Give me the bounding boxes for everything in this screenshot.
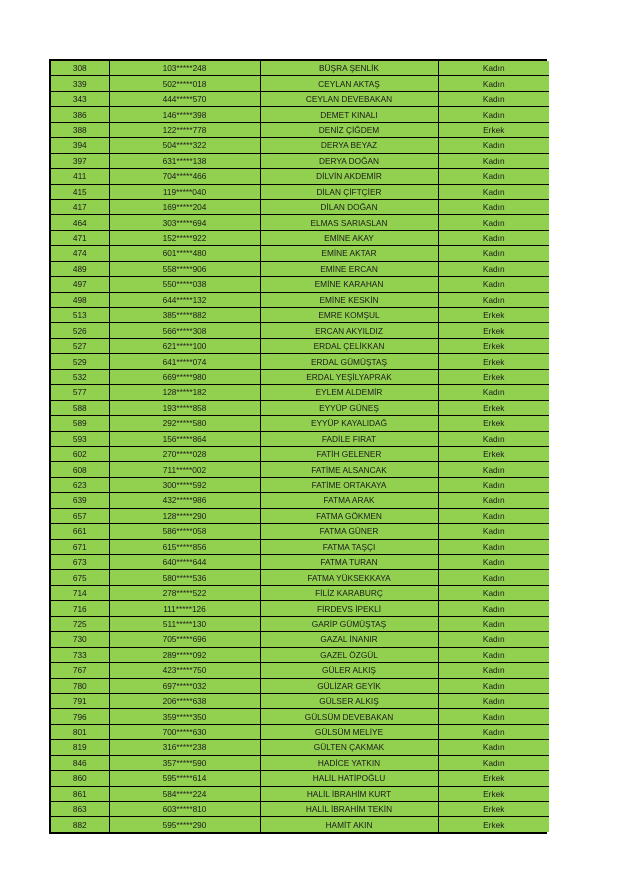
cell-id-number: 206*****638	[109, 693, 260, 708]
cell-full-name: FATMA YÜKSEKKAYA	[260, 570, 438, 585]
cell-gender: Kadın	[438, 508, 549, 523]
table-row	[51, 678, 549, 693]
table-row	[51, 369, 549, 384]
cell-gender: Kadın	[438, 601, 549, 616]
cell-full-name: FATMA GÖKMEN	[260, 508, 438, 523]
cell-id-number: 193*****858	[109, 400, 260, 415]
cell-full-name: FİLİZ KARABURÇ	[260, 585, 438, 600]
cell-row-number: 397	[51, 153, 109, 168]
cell-id-number: 146*****398	[109, 107, 260, 122]
cell-gender: Kadın	[438, 539, 549, 554]
cell-full-name: EMİNE KARAHAN	[260, 277, 438, 292]
cell-gender: Kadın	[438, 693, 549, 708]
table-row	[51, 153, 549, 168]
table-row	[51, 354, 549, 369]
cell-full-name: GÜLSÜM DEVEBAKAN	[260, 709, 438, 724]
cell-row-number: 846	[51, 755, 109, 770]
cell-row-number: 415	[51, 184, 109, 199]
cell-full-name: HALİL HATİPOĞLU	[260, 771, 438, 786]
cell-row-number: 308	[51, 61, 109, 76]
table-row	[51, 740, 549, 755]
table-row	[51, 539, 549, 554]
table-row	[51, 462, 549, 477]
table-row	[51, 493, 549, 508]
cell-full-name: FİRDEVS İPEKLİ	[260, 601, 438, 616]
cell-id-number: 603*****810	[109, 802, 260, 817]
table-row	[51, 431, 549, 446]
cell-gender: Erkek	[438, 802, 549, 817]
cell-full-name: ERDAL GÜMÜŞTAŞ	[260, 354, 438, 369]
table-row	[51, 693, 549, 708]
cell-id-number: 700*****630	[109, 724, 260, 739]
cell-id-number: 641*****074	[109, 354, 260, 369]
participant-table	[49, 59, 547, 834]
cell-gender: Kadın	[438, 724, 549, 739]
table-row	[51, 817, 549, 832]
cell-gender: Kadın	[438, 585, 549, 600]
cell-row-number: 733	[51, 647, 109, 662]
table-row	[51, 446, 549, 461]
cell-gender: Kadın	[438, 740, 549, 755]
cell-gender: Kadın	[438, 76, 549, 91]
cell-full-name: FATMA TAŞÇI	[260, 539, 438, 554]
cell-gender: Erkek	[438, 817, 549, 832]
cell-gender: Erkek	[438, 786, 549, 801]
cell-row-number: 767	[51, 663, 109, 678]
cell-row-number: 661	[51, 524, 109, 539]
cell-id-number: 152*****922	[109, 230, 260, 245]
cell-id-number: 300*****592	[109, 477, 260, 492]
cell-id-number: 704*****466	[109, 169, 260, 184]
cell-full-name: GÜLTEN ÇAKMAK	[260, 740, 438, 755]
table-row	[51, 138, 549, 153]
cell-row-number: 796	[51, 709, 109, 724]
table-row	[51, 477, 549, 492]
cell-row-number: 801	[51, 724, 109, 739]
cell-gender: Kadın	[438, 477, 549, 492]
cell-gender: Kadın	[438, 261, 549, 276]
table-row	[51, 647, 549, 662]
table-row	[51, 277, 549, 292]
cell-row-number: 882	[51, 817, 109, 832]
cell-id-number: 359*****350	[109, 709, 260, 724]
cell-full-name: ERDAL ÇELİKKAN	[260, 338, 438, 353]
cell-full-name: HADİCE YATKIN	[260, 755, 438, 770]
table-row	[51, 61, 549, 76]
cell-row-number: 474	[51, 246, 109, 261]
cell-gender: Kadın	[438, 462, 549, 477]
cell-full-name: ERDAL YEŞİLYAPRAK	[260, 369, 438, 384]
cell-id-number: 705*****696	[109, 632, 260, 647]
table-row	[51, 508, 549, 523]
cell-row-number: 639	[51, 493, 109, 508]
cell-gender: Kadın	[438, 246, 549, 261]
cell-full-name: FATİME ALSANCAK	[260, 462, 438, 477]
table-row	[51, 323, 549, 338]
cell-full-name: CEYLAN AKTAŞ	[260, 76, 438, 91]
cell-gender: Kadın	[438, 647, 549, 662]
cell-gender: Kadın	[438, 230, 549, 245]
table-row	[51, 570, 549, 585]
cell-row-number: 532	[51, 369, 109, 384]
cell-full-name: EMİNE ERCAN	[260, 261, 438, 276]
cell-id-number: 270*****028	[109, 446, 260, 461]
cell-gender: Kadın	[438, 91, 549, 106]
cell-gender: Erkek	[438, 308, 549, 323]
cell-id-number: 550*****038	[109, 277, 260, 292]
cell-row-number: 411	[51, 169, 109, 184]
cell-full-name: ERCAN AKYILDIZ	[260, 323, 438, 338]
cell-row-number: 527	[51, 338, 109, 353]
cell-row-number: 497	[51, 277, 109, 292]
cell-id-number: 128*****182	[109, 385, 260, 400]
cell-gender: Kadın	[438, 524, 549, 539]
table-row	[51, 261, 549, 276]
cell-full-name: FADİLE FIRAT	[260, 431, 438, 446]
cell-id-number: 385*****882	[109, 308, 260, 323]
cell-gender: Kadın	[438, 570, 549, 585]
cell-row-number: 623	[51, 477, 109, 492]
cell-full-name: EMİNE AKTAR	[260, 246, 438, 261]
cell-id-number: 697*****032	[109, 678, 260, 693]
cell-full-name: DİLVİN AKDEMİR	[260, 169, 438, 184]
cell-row-number: 529	[51, 354, 109, 369]
cell-row-number: 730	[51, 632, 109, 647]
table-row	[51, 338, 549, 353]
cell-full-name: FATMA ARAK	[260, 493, 438, 508]
cell-gender: Erkek	[438, 400, 549, 415]
cell-id-number: 558*****906	[109, 261, 260, 276]
cell-row-number: 339	[51, 76, 109, 91]
cell-full-name: DEMET KINALI	[260, 107, 438, 122]
cell-id-number: 156*****864	[109, 431, 260, 446]
cell-row-number: 714	[51, 585, 109, 600]
cell-full-name: DENİZ ÇİĞDEM	[260, 122, 438, 137]
table-row	[51, 632, 549, 647]
cell-row-number: 780	[51, 678, 109, 693]
cell-full-name: DERYA DOĞAN	[260, 153, 438, 168]
cell-full-name: EMİNE AKAY	[260, 230, 438, 245]
cell-gender: Kadın	[438, 663, 549, 678]
cell-row-number: 671	[51, 539, 109, 554]
cell-gender: Erkek	[438, 122, 549, 137]
cell-gender: Kadın	[438, 277, 549, 292]
table-row	[51, 199, 549, 214]
cell-row-number: 343	[51, 91, 109, 106]
cell-row-number: 388	[51, 122, 109, 137]
cell-row-number: 675	[51, 570, 109, 585]
cell-gender: Erkek	[438, 338, 549, 353]
table-row	[51, 416, 549, 431]
cell-gender: Erkek	[438, 446, 549, 461]
table-row	[51, 184, 549, 199]
cell-row-number: 716	[51, 601, 109, 616]
cell-id-number: 423*****750	[109, 663, 260, 678]
cell-id-number: 103*****248	[109, 61, 260, 76]
cell-row-number: 593	[51, 431, 109, 446]
cell-gender: Kadın	[438, 153, 549, 168]
cell-full-name: EYLEM ALDEMİR	[260, 385, 438, 400]
cell-id-number: 580*****536	[109, 570, 260, 585]
cell-full-name: GÜLİZAR GEYİK	[260, 678, 438, 693]
cell-id-number: 502*****018	[109, 76, 260, 91]
table-row	[51, 385, 549, 400]
cell-row-number: 588	[51, 400, 109, 415]
cell-id-number: 303*****694	[109, 215, 260, 230]
cell-full-name: EMRE KOMŞUL	[260, 308, 438, 323]
cell-gender: Kadın	[438, 292, 549, 307]
table-row	[51, 585, 549, 600]
cell-gender: Kadın	[438, 709, 549, 724]
table-body	[51, 61, 549, 832]
cell-id-number: 601*****480	[109, 246, 260, 261]
cell-id-number: 119*****040	[109, 184, 260, 199]
cell-full-name: FATİME ORTAKAYA	[260, 477, 438, 492]
cell-full-name: CEYLAN DEVEBAKAN	[260, 91, 438, 106]
cell-id-number: 669*****980	[109, 369, 260, 384]
cell-id-number: 595*****290	[109, 817, 260, 832]
cell-full-name: GÜLSÜM MELİYE	[260, 724, 438, 739]
cell-id-number: 278*****522	[109, 585, 260, 600]
table-row	[51, 709, 549, 724]
table-row	[51, 76, 549, 91]
cell-full-name: EMİNE KESKİN	[260, 292, 438, 307]
cell-full-name: HALİL İBRAHİM TEKİN	[260, 802, 438, 817]
table-row	[51, 524, 549, 539]
cell-id-number: 595*****614	[109, 771, 260, 786]
cell-full-name: HAMİT AKIN	[260, 817, 438, 832]
cell-gender: Kadın	[438, 431, 549, 446]
cell-id-number: 511*****130	[109, 616, 260, 631]
cell-gender: Erkek	[438, 323, 549, 338]
cell-row-number: 791	[51, 693, 109, 708]
cell-row-number: 861	[51, 786, 109, 801]
table-row	[51, 292, 549, 307]
cell-row-number: 657	[51, 508, 109, 523]
cell-id-number: 122*****778	[109, 122, 260, 137]
cell-full-name: GÜLSER ALKIŞ	[260, 693, 438, 708]
table-row	[51, 246, 549, 261]
table-row	[51, 601, 549, 616]
table-row	[51, 786, 549, 801]
cell-gender: Kadın	[438, 138, 549, 153]
cell-gender: Kadın	[438, 385, 549, 400]
cell-id-number: 111*****126	[109, 601, 260, 616]
cell-gender: Kadın	[438, 169, 549, 184]
cell-row-number: 498	[51, 292, 109, 307]
cell-row-number: 417	[51, 199, 109, 214]
cell-gender: Erkek	[438, 416, 549, 431]
cell-full-name: DERYA BEYAZ	[260, 138, 438, 153]
cell-full-name: GAZAL İNANIR	[260, 632, 438, 647]
cell-id-number: 711*****002	[109, 462, 260, 477]
cell-full-name: FATİH GELENER	[260, 446, 438, 461]
cell-full-name: ELMAS SARIASLAN	[260, 215, 438, 230]
cell-full-name: EYYÜP GÜNEŞ	[260, 400, 438, 415]
cell-id-number: 169*****204	[109, 199, 260, 214]
cell-gender: Erkek	[438, 354, 549, 369]
cell-id-number: 316*****238	[109, 740, 260, 755]
cell-row-number: 819	[51, 740, 109, 755]
table-row	[51, 107, 549, 122]
cell-row-number: 673	[51, 555, 109, 570]
cell-gender: Kadın	[438, 61, 549, 76]
table-row	[51, 122, 549, 137]
table-row	[51, 771, 549, 786]
cell-row-number: 577	[51, 385, 109, 400]
cell-id-number: 357*****590	[109, 755, 260, 770]
cell-row-number: 489	[51, 261, 109, 276]
cell-id-number: 640*****644	[109, 555, 260, 570]
cell-row-number: 526	[51, 323, 109, 338]
cell-row-number: 589	[51, 416, 109, 431]
cell-gender: Kadın	[438, 215, 549, 230]
cell-full-name: GÜLER ALKIŞ	[260, 663, 438, 678]
cell-id-number: 586*****058	[109, 524, 260, 539]
cell-id-number: 128*****290	[109, 508, 260, 523]
cell-id-number: 631*****138	[109, 153, 260, 168]
cell-row-number: 602	[51, 446, 109, 461]
cell-full-name: HALİL İBRAHİM KURT	[260, 786, 438, 801]
cell-gender: Kadın	[438, 199, 549, 214]
cell-gender: Kadın	[438, 616, 549, 631]
table-row	[51, 663, 549, 678]
table-row	[51, 802, 549, 817]
cell-id-number: 292*****580	[109, 416, 260, 431]
table-row	[51, 724, 549, 739]
cell-full-name: DİLAN DOĞAN	[260, 199, 438, 214]
cell-gender: Kadın	[438, 755, 549, 770]
table-row	[51, 400, 549, 415]
cell-id-number: 289*****092	[109, 647, 260, 662]
cell-gender: Erkek	[438, 771, 549, 786]
cell-full-name: FATMA GÜNER	[260, 524, 438, 539]
cell-gender: Erkek	[438, 369, 549, 384]
cell-row-number: 513	[51, 308, 109, 323]
cell-id-number: 644*****132	[109, 292, 260, 307]
cell-row-number: 860	[51, 771, 109, 786]
table-row	[51, 91, 549, 106]
cell-full-name: FATMA TURAN	[260, 555, 438, 570]
cell-gender: Kadın	[438, 678, 549, 693]
cell-gender: Kadın	[438, 107, 549, 122]
table-row	[51, 308, 549, 323]
table-row	[51, 230, 549, 245]
table-row	[51, 215, 549, 230]
cell-row-number: 608	[51, 462, 109, 477]
table-row	[51, 169, 549, 184]
cell-full-name: EYYÜP KAYALIDAĞ	[260, 416, 438, 431]
cell-id-number: 615*****856	[109, 539, 260, 554]
cell-id-number: 566*****308	[109, 323, 260, 338]
cell-gender: Kadın	[438, 184, 549, 199]
table-row	[51, 555, 549, 570]
cell-id-number: 444*****570	[109, 91, 260, 106]
cell-full-name: GAZEL ÖZGÜL	[260, 647, 438, 662]
table-row	[51, 755, 549, 770]
cell-row-number: 725	[51, 616, 109, 631]
cell-row-number: 394	[51, 138, 109, 153]
cell-row-number: 471	[51, 230, 109, 245]
cell-gender: Kadın	[438, 493, 549, 508]
cell-id-number: 432*****986	[109, 493, 260, 508]
cell-id-number: 584*****224	[109, 786, 260, 801]
cell-full-name: DİLAN ÇİFTÇİER	[260, 184, 438, 199]
participant-table-grid	[51, 61, 549, 832]
cell-id-number: 504*****322	[109, 138, 260, 153]
cell-row-number: 464	[51, 215, 109, 230]
cell-id-number: 621*****100	[109, 338, 260, 353]
table-row	[51, 616, 549, 631]
cell-full-name: GARİP GÜMÜŞTAŞ	[260, 616, 438, 631]
cell-row-number: 386	[51, 107, 109, 122]
cell-full-name: BÜŞRA ŞENLİK	[260, 61, 438, 76]
cell-row-number: 863	[51, 802, 109, 817]
cell-gender: Kadın	[438, 555, 549, 570]
cell-gender: Kadın	[438, 632, 549, 647]
